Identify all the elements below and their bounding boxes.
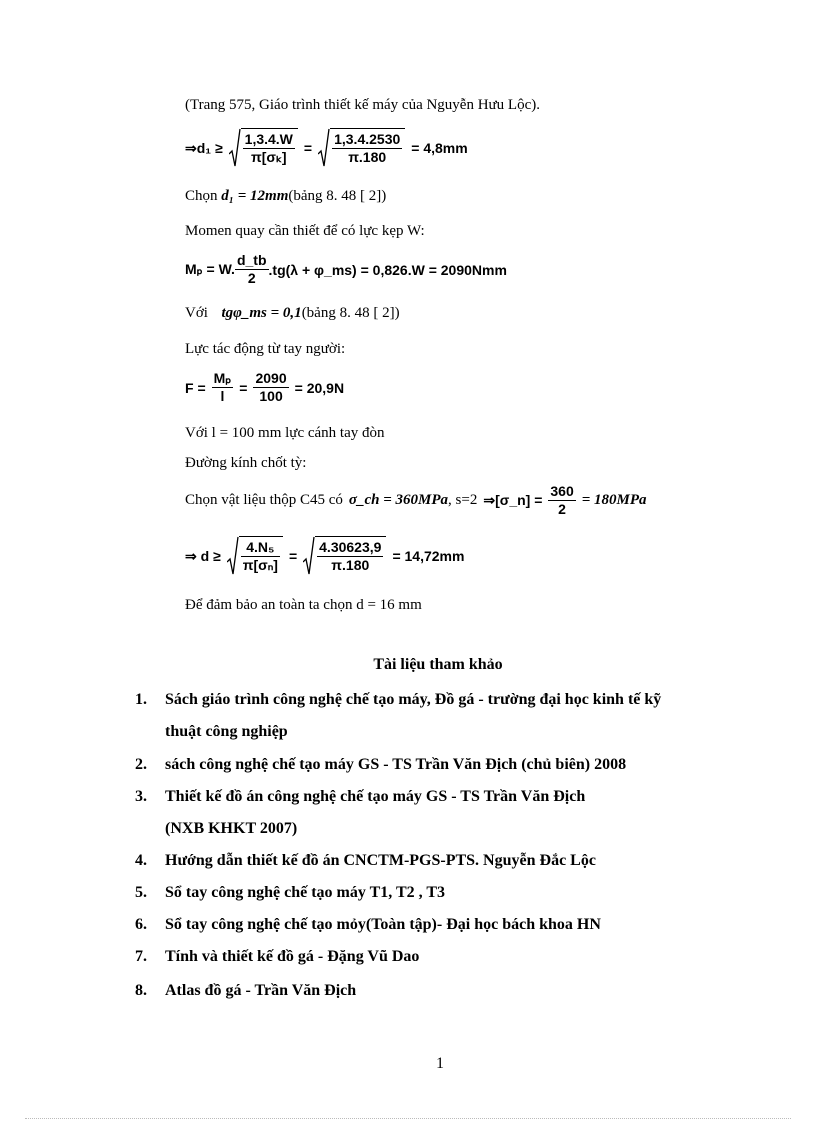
material-numerator: 360 bbox=[550, 483, 574, 499]
eq4-denominator-2: π.180 bbox=[331, 557, 370, 573]
reference-2-number: 2. bbox=[135, 756, 147, 773]
reference-1-number: 1. bbox=[135, 691, 147, 708]
reference-7-number: 7. bbox=[135, 948, 147, 965]
eq3-denominator-2: 100 bbox=[259, 388, 283, 404]
eq3-numerator-1: Mₚ bbox=[213, 370, 232, 386]
reference-8-number: 8. bbox=[135, 982, 147, 999]
eq1-denominator-1: π[σₖ] bbox=[250, 149, 287, 165]
eq1-numerator-2: 1,3.4.2530 bbox=[334, 131, 401, 147]
material-sigma: σ_ch = 360MPa bbox=[348, 492, 449, 508]
eq4-denominator-1: π[σₙ] bbox=[242, 557, 278, 573]
reference-3-number: 3. bbox=[135, 788, 147, 805]
eq4-lhs: ⇒ d ≥ bbox=[185, 547, 221, 564]
eq1-equals: = bbox=[303, 140, 313, 156]
reference-6-number: 6. bbox=[135, 916, 147, 933]
eq2-rhs: .tg(λ + φ_ms) = 0,826.W = 2090Nmm bbox=[268, 261, 507, 278]
reference-1-line-1: Sách giáo trình công nghệ chế tạo máy, Đồ gá - trường đại học kinh tế kỹ bbox=[165, 691, 662, 708]
eq2-denominator: 2 bbox=[247, 270, 256, 286]
material-result: = 180MPa bbox=[581, 492, 647, 508]
reference-6-line-1: Sổ tay công nghệ chế tạo mỏy(Toàn tập)- Đại học bách khoa HN bbox=[165, 916, 601, 933]
eq3-equals: = bbox=[239, 379, 248, 396]
eq4-result: = 14,72mm bbox=[392, 548, 465, 564]
with-l-line: Với l = 100 mm lực cánh tay đòn bbox=[185, 425, 385, 441]
equation-d bbox=[185, 536, 464, 576]
reference-2-line-1: sách công nghệ chế tạo máy GS - TS Trần Văn Địch (chủ biên) 2008 bbox=[165, 756, 627, 773]
material-denominator: 2 bbox=[558, 501, 566, 517]
with-tg-formula: tgφ_ms = 0,1 bbox=[221, 305, 302, 321]
reference-3-line-2: (NXB KHKT 2007) bbox=[165, 820, 298, 837]
with-tg-suffix: (bảng 8. 48 [ 2]) bbox=[301, 305, 400, 321]
momen-line: Momen quay cần thiết để có lực kẹp W: bbox=[185, 223, 425, 239]
material-prefix: Chọn vật liệu thộp C45 có bbox=[185, 492, 343, 508]
page-bottom-divider bbox=[25, 1118, 791, 1119]
eq1-numerator-1: 1,3.4.W bbox=[244, 131, 293, 147]
choose-d1-suffix: (bảng 8. 48 [ 2]) bbox=[288, 188, 387, 204]
with-tg-line bbox=[185, 304, 400, 322]
choose-d1-formula: d₁ = 12mm bbox=[221, 188, 289, 204]
choose-d1-prefix: Chọn bbox=[185, 188, 218, 204]
reference-1-line-2: thuật công nghiệp bbox=[165, 723, 288, 740]
eq4-numerator-2: 4.30623,9 bbox=[319, 539, 382, 555]
eq3-result: = 20,9N bbox=[294, 379, 345, 396]
reference-7-line-1: Tính và thiết kế đồ gá - Đặng Vũ Dao bbox=[165, 948, 420, 965]
safety-line: Để đảm bảo an toàn ta chọn d = 16 mm bbox=[185, 597, 422, 613]
eq3-denominator-1: l bbox=[220, 388, 225, 404]
choose-d1-line bbox=[185, 187, 386, 205]
eq1-result: = 4,8mm bbox=[411, 140, 468, 156]
eq3-lhs: F = bbox=[185, 379, 206, 396]
material-eq-lhs: ⇒[σ_n] = bbox=[483, 492, 543, 508]
reference-3-line-1: Thiết kế đồ án công nghệ chế tạo máy GS - TS Trần Văn Địch bbox=[165, 788, 586, 805]
eq4-numerator-1: 4.N₅ bbox=[241, 539, 280, 557]
equation-force bbox=[185, 370, 344, 405]
eq1-denominator-2: π.180 bbox=[348, 149, 387, 165]
eq2-numerator: d_tb bbox=[236, 252, 267, 268]
eq2-lhs: Mₚ = W. bbox=[185, 261, 235, 277]
reference-4-line-1: Hướng dẫn thiết kế đồ án CNCTM-PGS-PTS. Nguyễn Đắc Lộc bbox=[165, 852, 596, 869]
material-line bbox=[185, 483, 647, 518]
reference-5-number: 5. bbox=[135, 884, 147, 901]
pin-diameter-line: Đường kính chốt tỳ: bbox=[185, 455, 307, 471]
equation-moment bbox=[185, 252, 507, 287]
reference-8-line-1: Atlas đồ gá - Trần Văn Địch bbox=[165, 982, 357, 999]
material-s: , s=2 bbox=[448, 492, 478, 508]
reference-4-number: 4. bbox=[135, 852, 147, 869]
eq3-numerator-2: 2090 bbox=[255, 370, 287, 386]
eq4-equals: = bbox=[288, 548, 298, 564]
page-number: 1 bbox=[436, 1055, 444, 1072]
equation-d1 bbox=[185, 128, 468, 168]
with-tg-prefix: Với bbox=[185, 305, 208, 321]
force-line: Lực tác động từ tay người: bbox=[185, 341, 346, 357]
references-heading: Tài liệu tham khảo bbox=[373, 656, 503, 673]
reference-5-line-1: Sổ tay công nghệ chế tạo máy T1, T2 , T3 bbox=[165, 884, 446, 901]
source-reference-line: (Trang 575, Giáo trình thiết kế máy của Nguyễn Hưu Lộc). bbox=[185, 97, 540, 113]
eq1-lhs: ⇒d₁ ≥ bbox=[185, 139, 223, 156]
